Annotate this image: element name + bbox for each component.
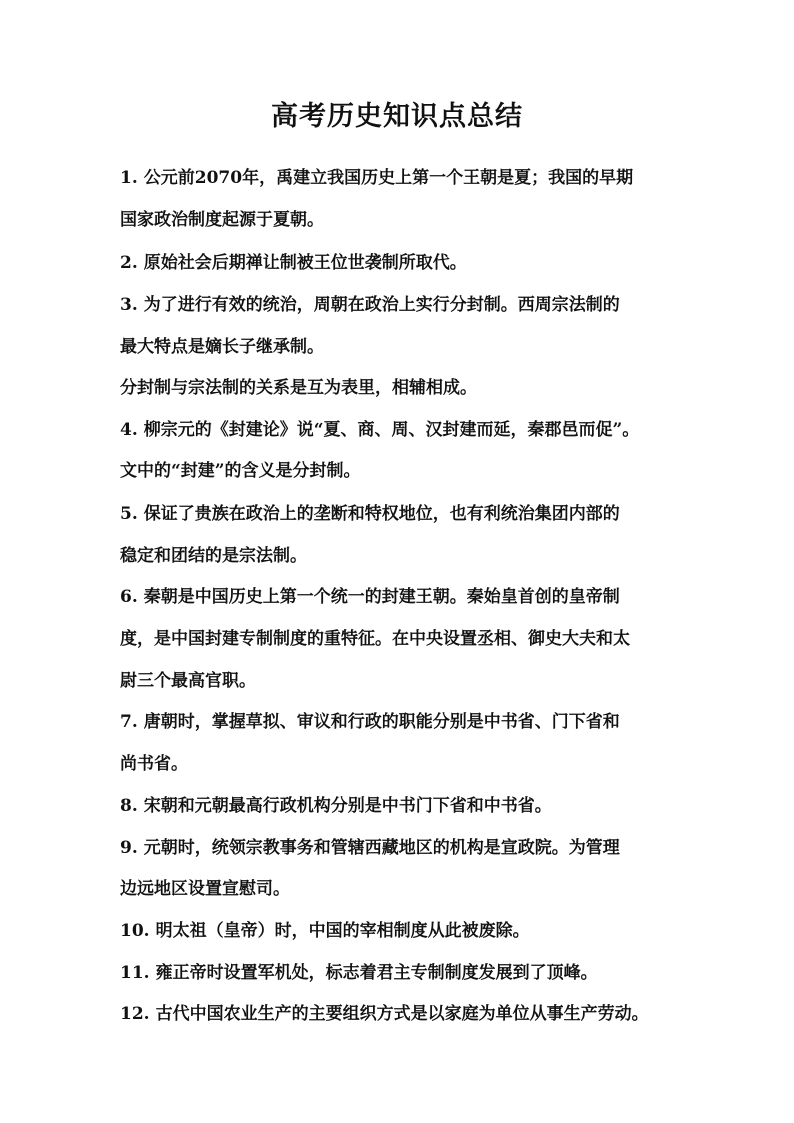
item-number: 4. (120, 420, 138, 440)
paragraph-line (120, 999, 690, 1029)
paragraph-line (120, 248, 690, 278)
line-text: 度，是中国封建专制制度的重特征。在中央设置丞相、御史大夫和太 (120, 629, 630, 649)
item-number: 10. (120, 921, 150, 941)
line-text: 公元前2070年，禹建立我国历史上第一个王朝是夏；我国的早期 (143, 168, 634, 188)
item-number: 2. (120, 253, 138, 273)
item-number: 8. (120, 796, 138, 816)
paragraph-line (120, 958, 690, 988)
line-text: 雍正帝时设置军机处，标志着君主专制制度发展到了顶峰。 (155, 963, 598, 983)
line-text: 原始社会后期禅让制被王位世袭制所取代。 (143, 253, 467, 273)
line-text: 保证了贵族在政治上的垄断和特权地位，也有利统治集团内部的 (143, 504, 620, 524)
line-text: 明太祖（皇帝）时，中国的宰相制度从此被废除。 (155, 921, 530, 941)
item-number: 5. (120, 504, 138, 524)
paragraph-line (120, 415, 690, 445)
line-text: 唐朝时，掌握草拟、审议和行政的职能分别是中书省、门下省和 (143, 712, 620, 732)
paragraph-line (120, 456, 690, 486)
paragraph-line (120, 833, 690, 863)
line-text: 尚书省。 (120, 754, 188, 774)
line-text: 秦朝是中国历史上第一个统一的封建王朝。秦始皇首创的皇帝制 (143, 587, 620, 607)
item-number: 7. (120, 712, 138, 732)
paragraph-line (120, 916, 690, 946)
paragraph-line (120, 874, 690, 904)
page-title: 高考历史知识点总结 (271, 101, 523, 132)
paragraph-line (120, 707, 690, 737)
line-text: 分封制与宗法制的关系是互为表里，相辅相成。 (120, 378, 477, 398)
line-text: 文中的“封建”的含义是分封制。 (120, 461, 361, 481)
paragraph-line (120, 205, 690, 235)
line-text: 尉三个最高官职。 (120, 671, 256, 691)
paragraph-line (120, 373, 690, 403)
paragraph-line (120, 666, 690, 696)
paragraph-line (120, 791, 690, 821)
item-number: 1. (120, 168, 138, 188)
item-number: 6. (120, 587, 138, 607)
line-text: 柳宗元的《封建论》说“夏、商、周、汉封建而延，秦郡邑而促”。 (143, 420, 640, 440)
item-number: 9. (120, 838, 138, 858)
item-number: 12. (120, 1004, 150, 1024)
line-text: 古代中国农业生产的主要组织方式是以家庭为单位从事生产劳动。 (155, 1004, 649, 1024)
line-text: 元朝时，统领宗教事务和管辖西藏地区的机构是宣政院。为管理 (143, 838, 620, 858)
line-text: 为了进行有效的统治，周朝在政治上实行分封制。西周宗法制的 (143, 295, 620, 315)
paragraph-line (120, 582, 690, 612)
paragraph-line (120, 541, 690, 571)
paragraph-line (120, 290, 690, 320)
line-text: 稳定和团结的是宗法制。 (120, 546, 307, 566)
paragraph-line (120, 332, 690, 362)
paragraph-line (120, 749, 690, 779)
paragraph-line (120, 499, 690, 529)
paragraph-line (120, 624, 690, 654)
line-text: 边远地区设置宣慰司。 (120, 879, 290, 899)
item-number: 3. (120, 295, 138, 315)
item-number: 11. (120, 963, 150, 983)
paragraph-line (120, 163, 690, 193)
line-text: 最大特点是嫡长子继承制。 (120, 337, 324, 357)
line-text: 宋朝和元朝最高行政机构分别是中书门下省和中书省。 (143, 796, 552, 816)
line-text: 国家政治制度起源于夏朝。 (120, 210, 324, 230)
